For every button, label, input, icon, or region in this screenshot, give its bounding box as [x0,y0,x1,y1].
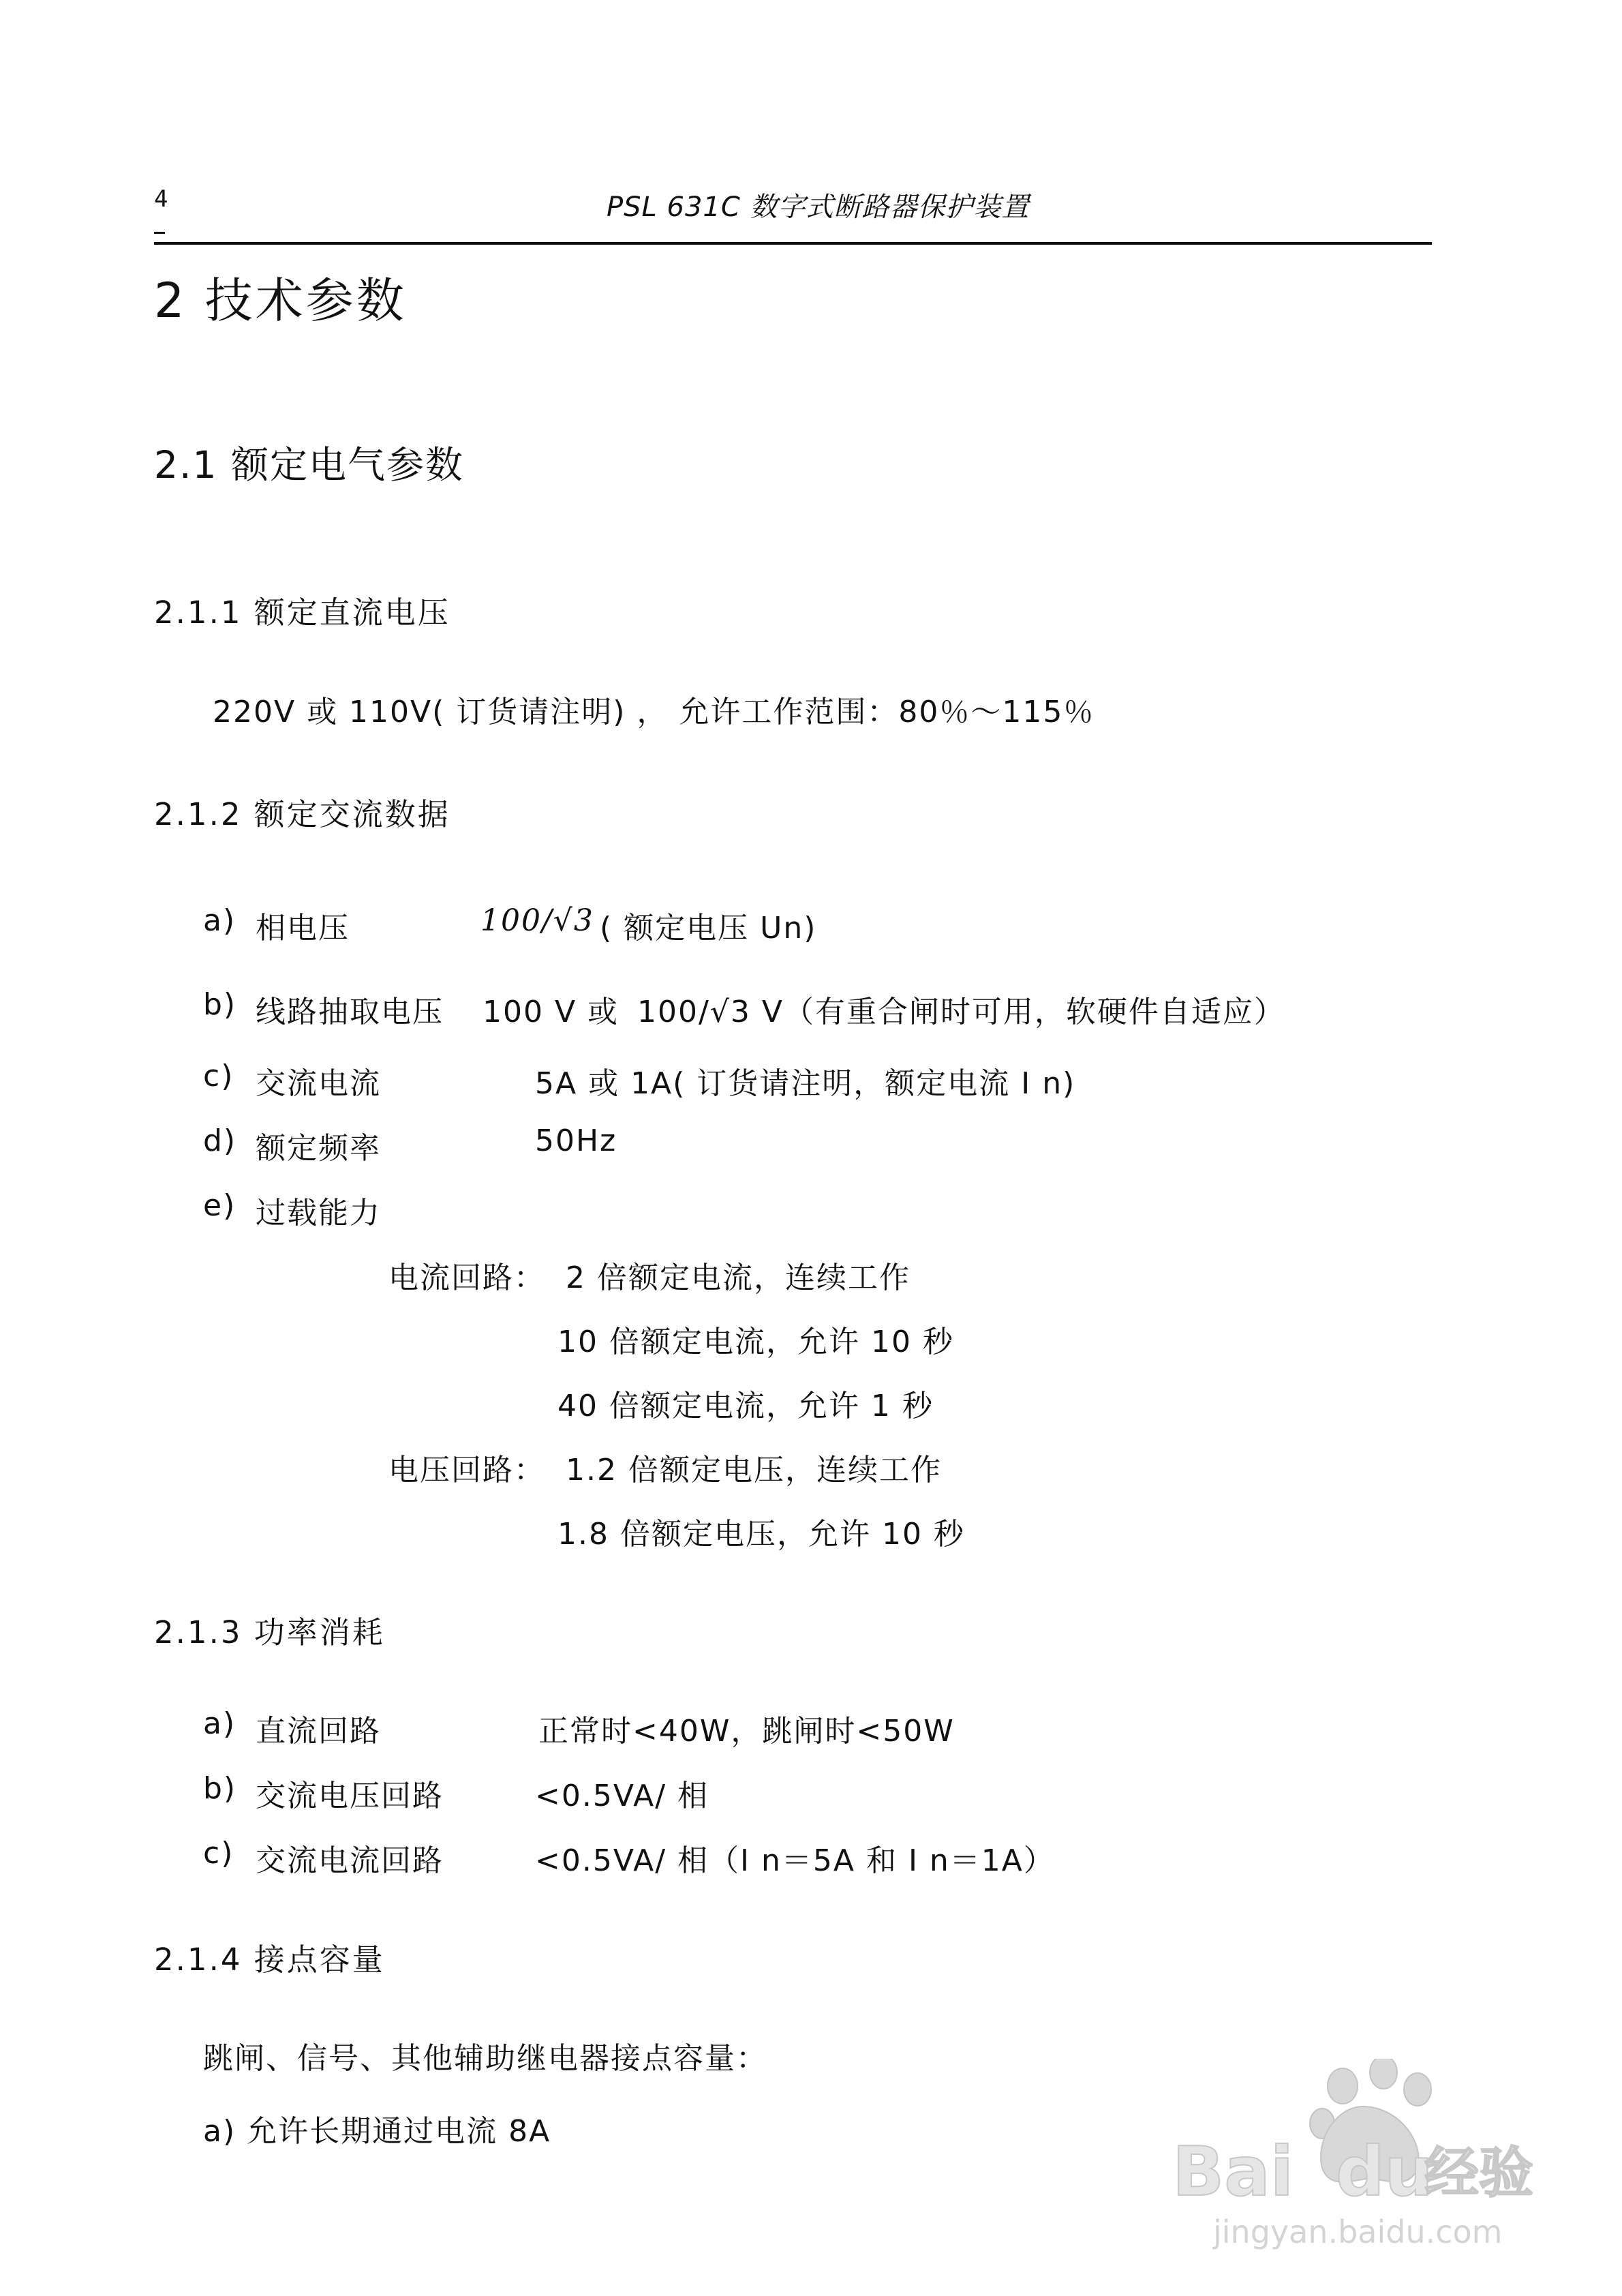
item-value: <0.5VA/ 相 [535,1779,709,1813]
item-marker: d) [203,1123,237,1158]
overload-current-line: 10 倍额定电流，允许 10 秒 [557,1325,954,1359]
item-marker: c) [203,1059,234,1093]
item-label: 交流电压回路 [256,1779,444,1813]
item-label: 过载能力 [256,1196,381,1230]
item-value: 100/√3 [480,903,594,938]
overload-current-label: 电流回路： [388,1260,545,1295]
item-marker: a) [203,903,236,938]
overload-voltage-line: 1.8 倍额定电压，允许 10 秒 [557,1517,965,1552]
page-number-underline [154,232,165,234]
contact-capacity-item-a: a) 允许长期通过电流 8A [203,2114,551,2149]
item-label: 交流电流 [256,1066,381,1101]
overload-current-line: 40 倍额定电流，允许 1 秒 [557,1389,934,1423]
item-label: 线路抽取电压 [256,995,444,1029]
item-label: 交流电流回路 [256,1843,444,1878]
item-value: 100 V 或 [483,995,619,1029]
baidu-paw-logo-icon [1159,2059,1540,2263]
item-marker: b) [203,1771,237,1806]
contact-capacity-intro: 跳闸、信号、其他辅助继电器接点容量： [203,2041,767,2076]
section-title: 2.1 额定电气参数 [154,443,464,487]
item-marker: b) [203,987,237,1022]
page-number: 4 [154,185,168,213]
dc-voltage-text: 220V 或 110V( 订货请注明) ， 允许工作范围：80％～115％ [213,695,1095,729]
chapter-title: 2 技术参数 [154,273,407,329]
item-label: 额定频率 [256,1131,381,1166]
item-label: 直流回路 [256,1714,381,1749]
item-marker: c) [203,1836,234,1871]
item-marker: e) [203,1188,236,1223]
overload-current-line: 2 倍额定电流，连续工作 [566,1260,911,1295]
overload-voltage-line: 1.2 倍额定电压，连续工作 [566,1453,942,1487]
item-label: 相电压 [256,911,350,946]
subsection-title-2-1-2: 2.1.2 额定交流数据 [154,796,450,832]
overload-voltage-label: 电压回路： [388,1453,545,1487]
item-value: 正常时<40W，跳闸时<50W [538,1714,955,1749]
svg-text:经验: 经验 [1424,2141,1533,2205]
header-rule [154,242,1432,245]
subsection-title-2-1-4: 2.1.4 接点容量 [154,1942,385,1978]
item-value: 50Hz [535,1123,617,1158]
item-value: 5A 或 1A( 订货请注明，额定电流 I n) [535,1066,1076,1101]
running-header-title: PSL 631C 数字式断路器保护装置 [607,192,1030,223]
svg-text:du: du [1336,2132,1433,2211]
svg-text:jingyan.baidu.com: jingyan.baidu.com [1213,2214,1503,2250]
svg-text:Bai: Bai [1172,2132,1294,2211]
baidu-jingyan-watermark [1159,2059,1540,2263]
subsection-title-2-1-1: 2.1.1 额定直流电压 [154,594,450,631]
item-value-note: 100/√3 V（有重合闸时可用，软硬件自适应） [637,995,1285,1029]
subsection-title-2-1-3: 2.1.3 功率消耗 [154,1614,385,1650]
item-marker: a) [203,1706,236,1741]
item-value-note: ( 额定电压 Un) [600,911,817,946]
item-value: <0.5VA/ 相（I n＝5A 和 I n＝1A） [535,1843,1055,1878]
